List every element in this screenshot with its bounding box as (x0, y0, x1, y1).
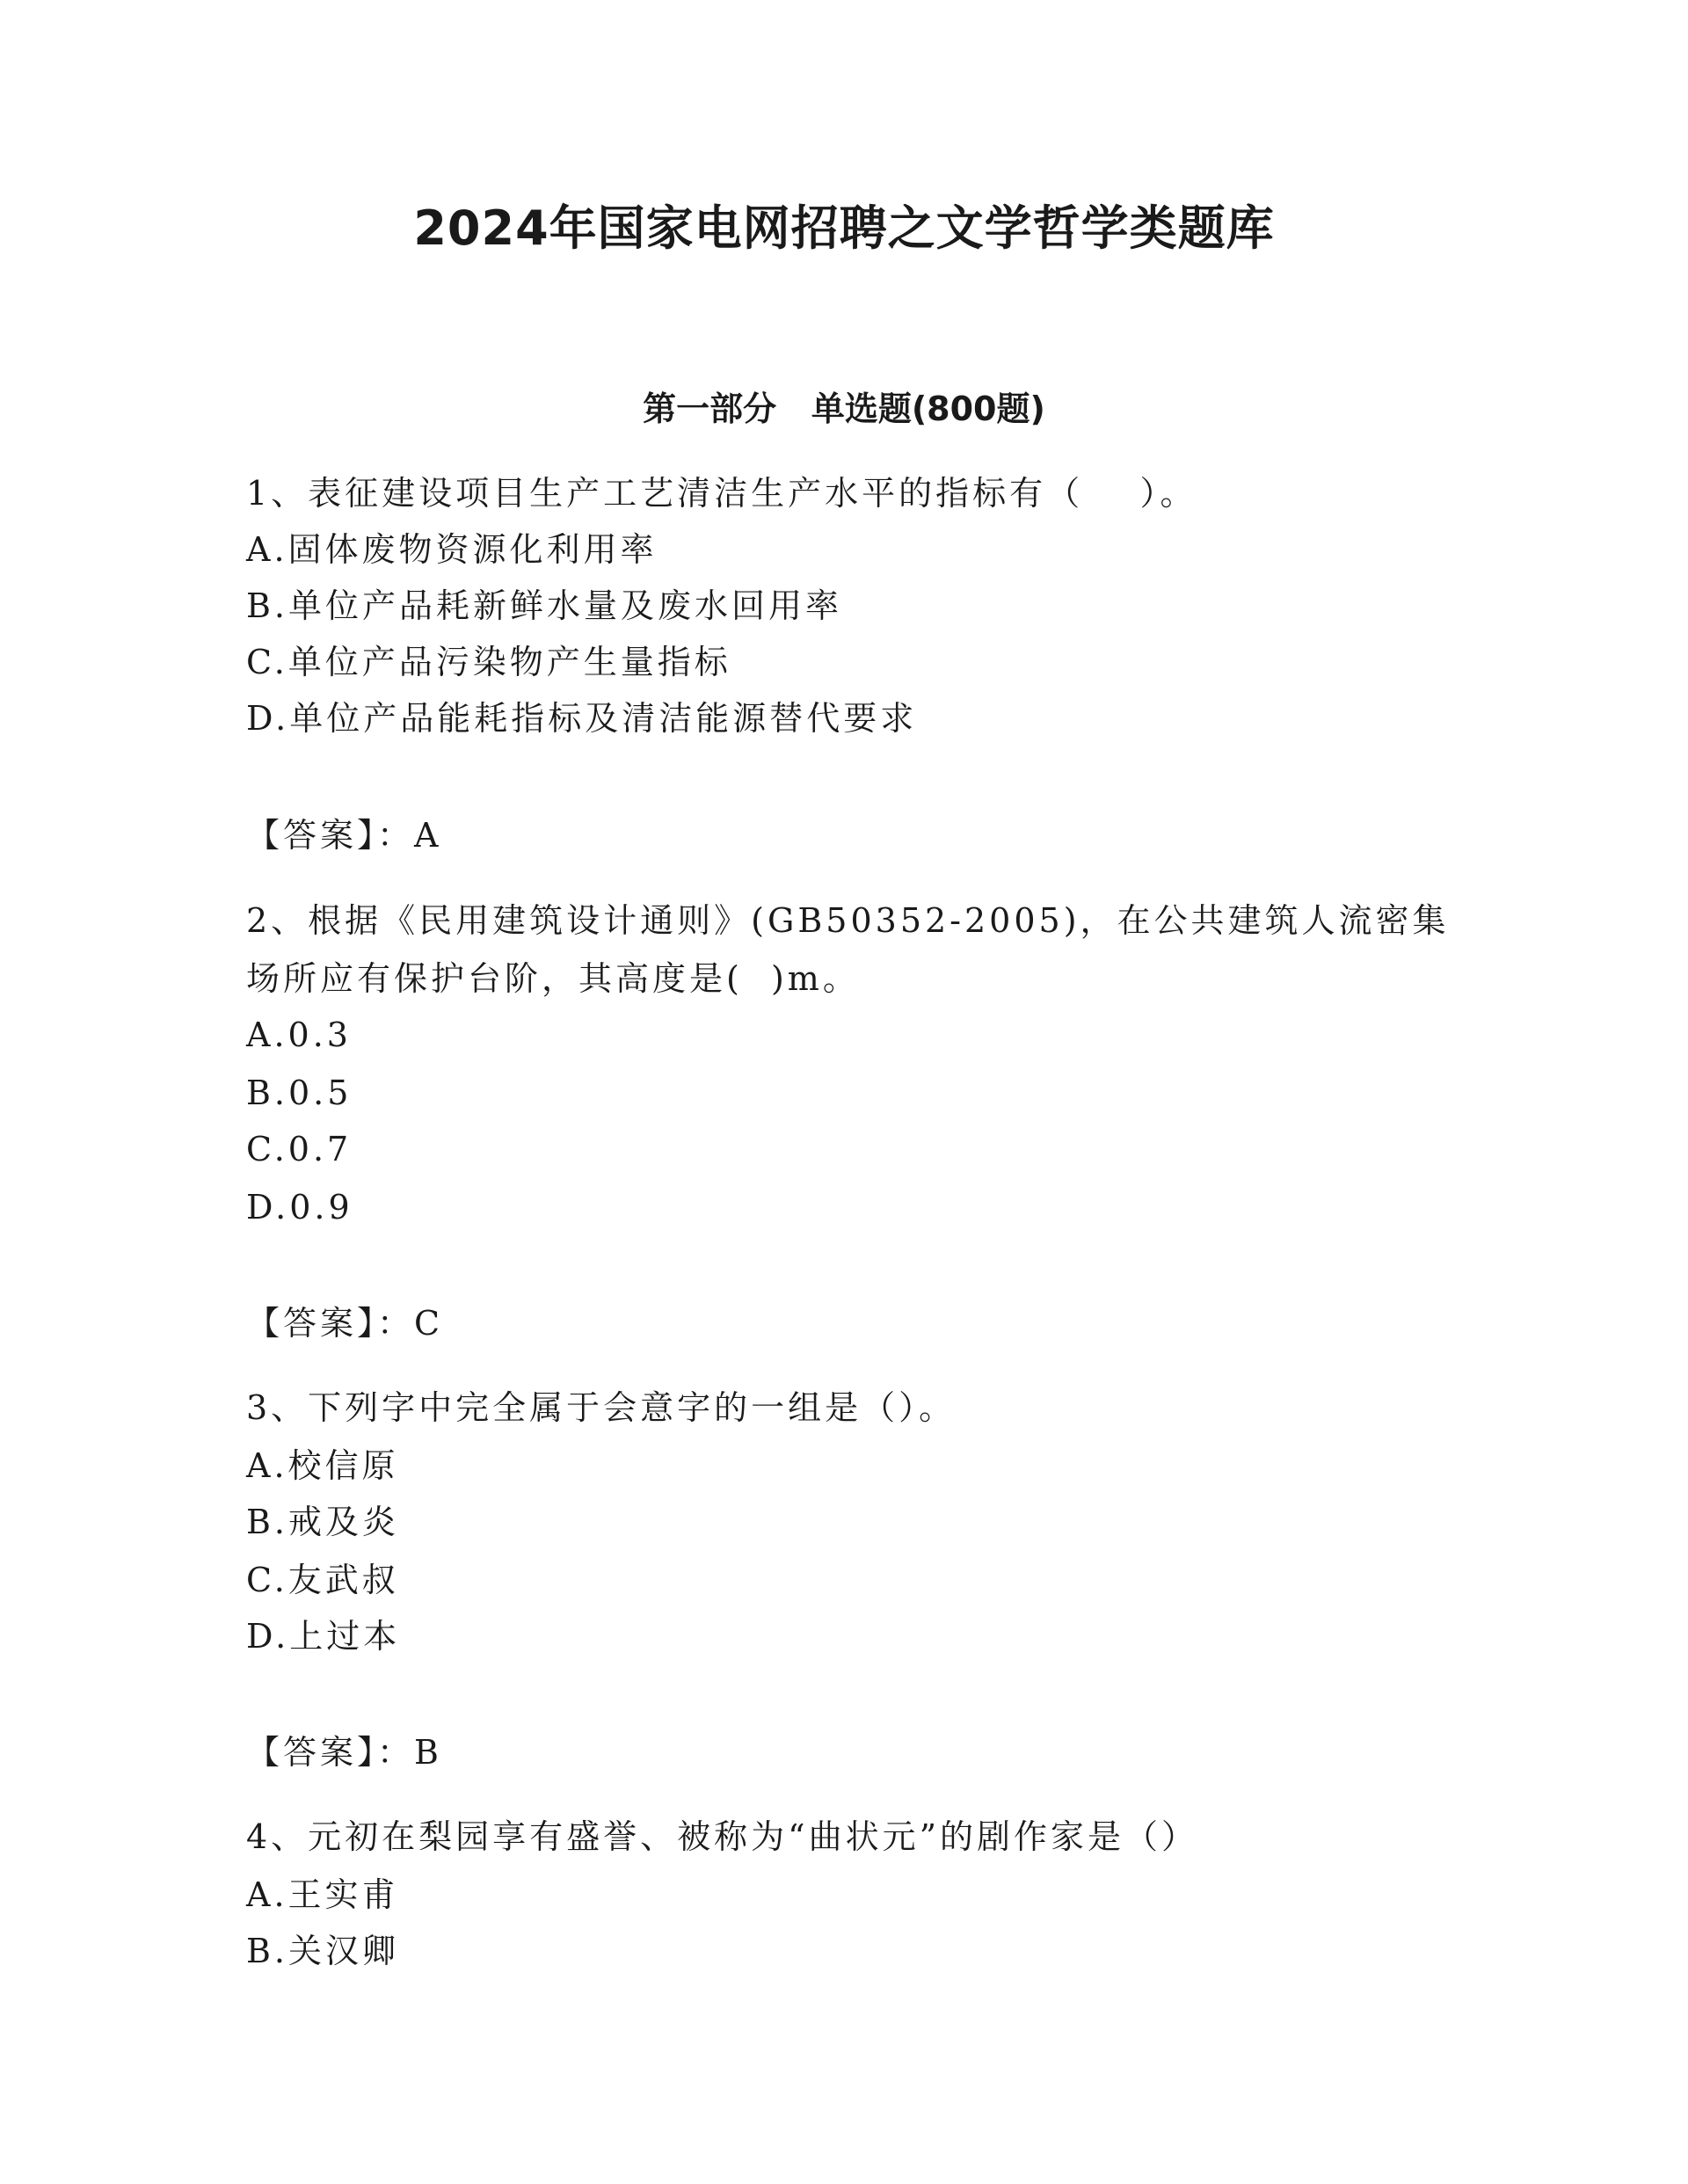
question-4-option-a: A.王实甫 (246, 1875, 399, 1914)
answer-value: C (414, 1304, 444, 1343)
question-4-stem: 4、元初在梨园享有盛誉、被称为“曲状元”的剧作家是（） (246, 1817, 1199, 1856)
question-1-option-d: D.单位产品能耗指标及清洁能源替代要求 (246, 699, 918, 738)
answer-label: 【答案】： (246, 816, 415, 855)
question-1-option-a: A.固体废物资源化利用率 (246, 530, 658, 569)
answer-label: 【答案】： (246, 1733, 415, 1772)
question-2-option-d: D.0.9 (246, 1188, 353, 1227)
question-2-answer (246, 1299, 443, 1347)
question-3-answer (246, 1729, 442, 1776)
document-title: 2024年国家电网招聘之文学哲学类题库 (413, 200, 1275, 256)
question-2-option-b: B.0.5 (246, 1074, 353, 1112)
question-1-stem: 1、表征建设项目生产工艺清洁生产水平的指标有（ ）。 (246, 474, 1197, 513)
question-3-option-c: C.友武叔 (246, 1561, 399, 1599)
question-1-answer (246, 812, 441, 859)
question-1-option-b: B.单位产品耗新鲜水量及废水回用率 (246, 586, 843, 625)
question-4-option-b: B.关汉卿 (246, 1932, 400, 1970)
question-3-option-a: A.校信原 (246, 1446, 399, 1485)
answer-value: A (414, 816, 442, 855)
question-2-option-c: C.0.7 (246, 1130, 353, 1168)
question-2-option-a: A.0.3 (246, 1016, 352, 1054)
question-2-stem-line-2: 场所应有保护台阶，其高度是( )m。 (246, 959, 860, 998)
question-3-option-d: D.上过本 (246, 1617, 401, 1656)
answer-label: 【答案】： (246, 1304, 415, 1343)
section-title: 第一部分 单选题(800题) (643, 389, 1045, 428)
question-3-option-b: B.戒及炎 (246, 1503, 400, 1541)
question-1-option-c: C.单位产品污染物产生量指标 (246, 643, 731, 681)
answer-value: B (414, 1733, 442, 1772)
question-3-stem: 3、下列字中完全属于会意字的一组是（）。 (246, 1388, 957, 1427)
question-2-stem-line-1: 2、根据《民用建筑设计通则》(GB50352-2005)，在公共建筑人流密集 (246, 901, 1450, 940)
